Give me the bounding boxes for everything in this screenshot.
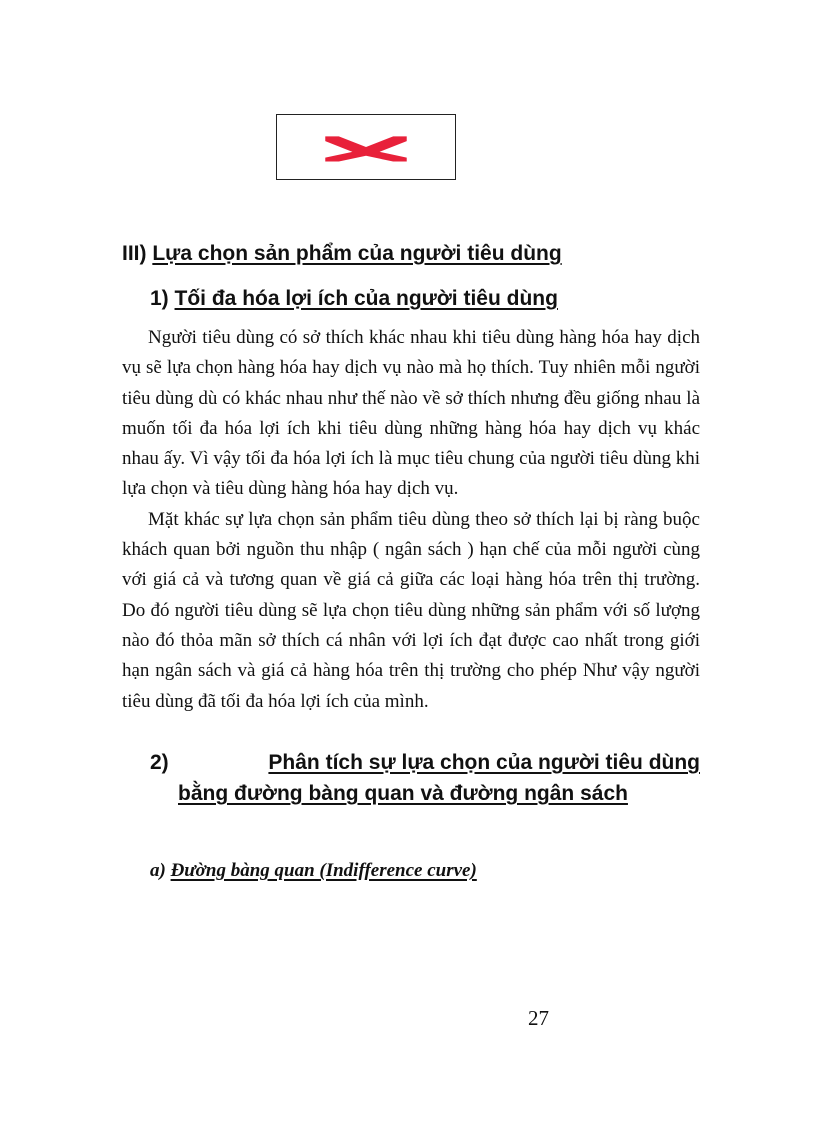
section-number: III) xyxy=(122,242,147,265)
subsection-2-number: 2) xyxy=(150,751,169,774)
body-text xyxy=(122,323,700,717)
subsection-1-heading xyxy=(150,287,558,311)
subsection-2-title-line-2: bằng đường bàng quan và đường ngân sách xyxy=(178,782,628,805)
item-a-heading xyxy=(150,860,477,882)
section-heading xyxy=(122,242,562,266)
x-mark-logo-icon xyxy=(277,115,455,179)
item-a-title: Đường bàng quan (Indifference curve) xyxy=(170,860,477,881)
subsection-1-title: Tối đa hóa lợi ích của người tiêu dùng xyxy=(174,287,558,310)
subsection-1-number: 1) xyxy=(150,287,169,310)
item-a-label: a) xyxy=(150,860,166,881)
logo-frame xyxy=(276,114,456,180)
subsection-2-heading xyxy=(150,747,700,809)
paragraph-1: Người tiêu dùng có sở thích khác nhau khi tiêu dùng hàng hóa hay dịch vụ sẽ lựa chọn hàng hóa hay dịch vụ nào mà họ thích. Tuy nhiên mỗi người tiêu dùng dù có khác nhau như thế nào về sở thích nhưng đều giống nhau là muốn tối đa hóa lợi ích khi tiêu dùng những hàng hóa hay dịch vụ khác nhau ấy. Vì vậy tối đa hóa lợi ích là mục tiêu chung của người tiêu dùng khi lựa chọn và tiêu dùng hàng hóa hay dịch vụ. xyxy=(122,327,700,500)
section-title: Lựa chọn sản phẩm của người tiêu dùng xyxy=(152,242,562,265)
subsection-2-title-line-1: Phân tích sự lựa chọn của người tiêu dùng xyxy=(268,751,700,774)
page-number: 27 xyxy=(528,1006,549,1030)
paragraph-2: Mặt khác sự lựa chọn sản phẩm tiêu dùng theo sở thích lại bị ràng buộc khách quan bởi nguồn thu nhập ( ngân sách ) hạn chế của mỗi người cùng với giá cả và tương quan về giá cả giữa các loại hàng hóa trên thị trường. Do đó người tiêu dùng sẽ lựa chọn tiêu dùng những sản phẩm với số lượng nào đó thỏa mãn sở thích cá nhân với lợi ích đạt được cao nhất trong giới hạn ngân sách và giá cả hàng hóa trên thị trường cho phép Như vậy người tiêu dùng đã tối đa hóa lợi ích của mình. xyxy=(122,508,700,712)
